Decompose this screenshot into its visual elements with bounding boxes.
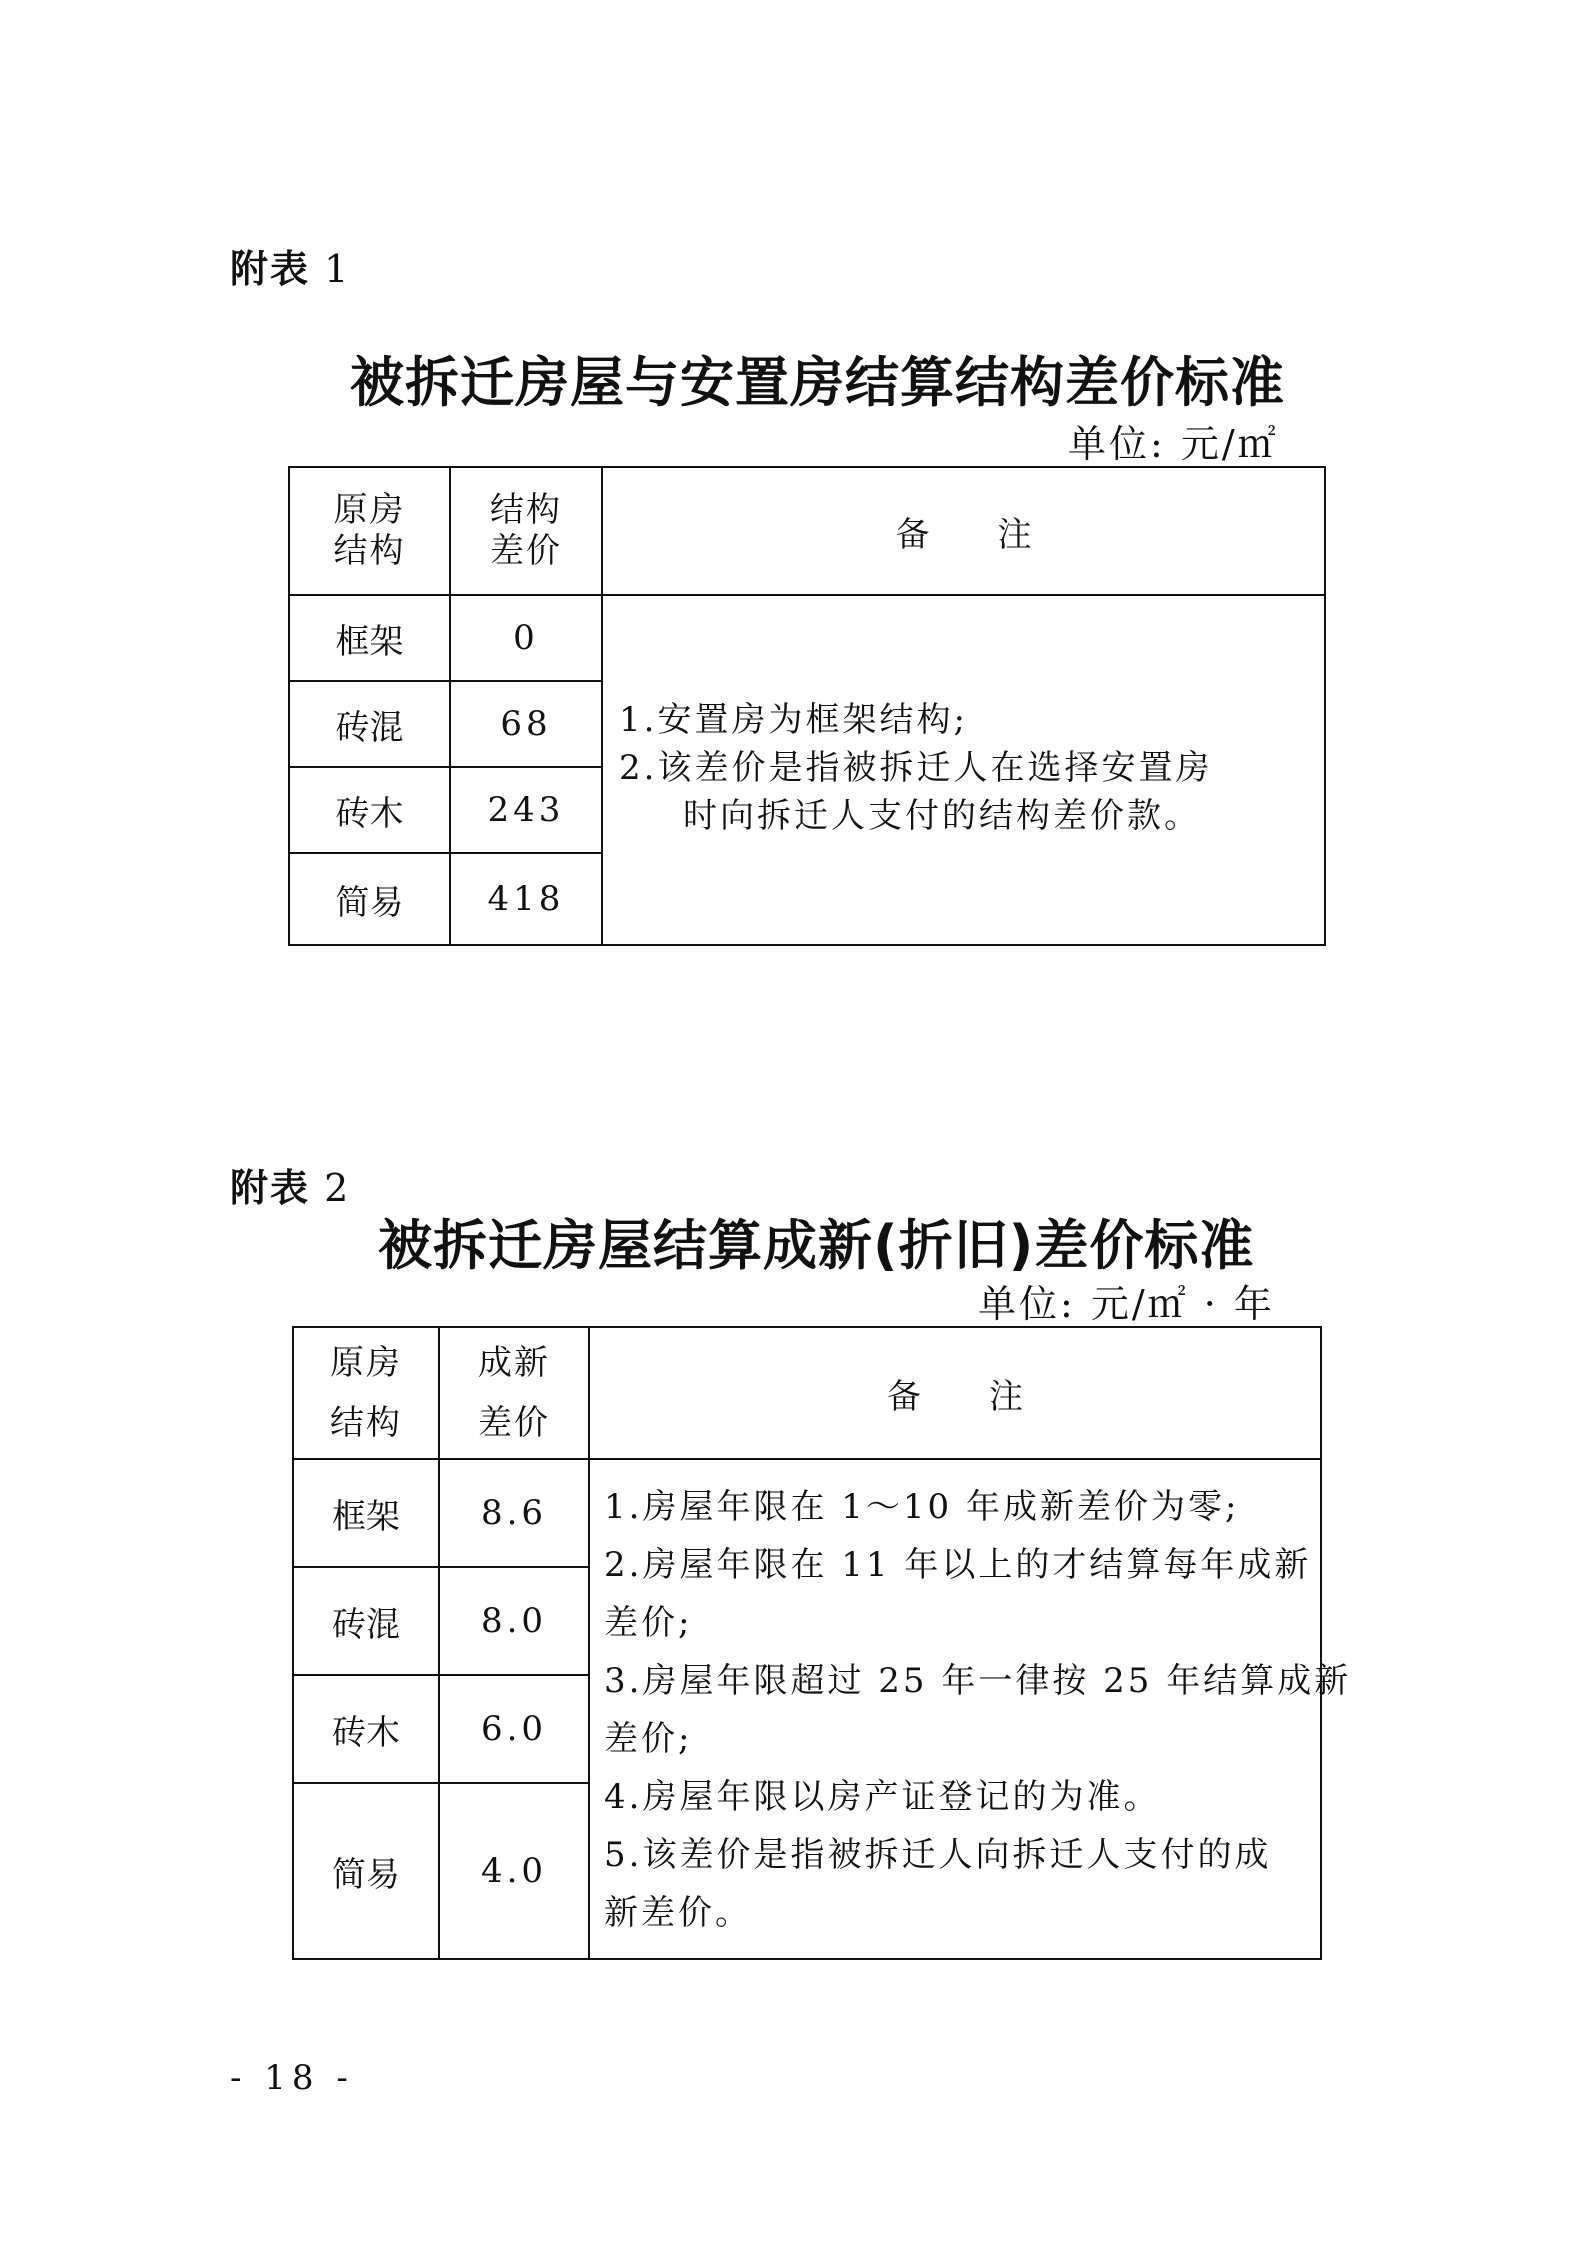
table1 xyxy=(288,466,1326,946)
note-line: 2.房屋年限在 11 年以上的才结算每年成新 xyxy=(604,1545,1312,1585)
table1-header-original-structure xyxy=(289,467,450,595)
table-row xyxy=(293,1459,1321,1567)
header-text: 成新 xyxy=(478,1343,550,1383)
table1-value-cell: 418 xyxy=(450,853,602,945)
table2-label xyxy=(230,1157,350,1212)
table1-header-structure-price xyxy=(450,467,602,595)
table1-header-row xyxy=(289,467,1325,595)
table2-value-cell: 8.0 xyxy=(439,1567,589,1675)
note-line: 3.房屋年限超过 25 年一律按 25 年结算成新 xyxy=(604,1661,1352,1701)
note-line: 5.该差价是指被拆迁人向拆迁人支付的成 xyxy=(604,1835,1272,1875)
header-text: 原房 xyxy=(333,490,406,531)
table1-type-cell: 砖混 xyxy=(289,681,450,767)
table1-remarks-cell xyxy=(602,595,1325,945)
note-line: 2.该差价是指被拆迁人在选择安置房 xyxy=(619,748,1213,788)
page-number: - 18 - xyxy=(230,2058,354,2098)
table2 xyxy=(292,1326,1352,1960)
table1-type-cell: 框架 xyxy=(289,595,450,681)
table2-header-original-structure xyxy=(293,1327,439,1459)
table2-header-depreciation-price xyxy=(439,1327,589,1459)
note-line: 时向拆迁人支付的结构差价款。 xyxy=(683,796,1201,836)
table1-type-cell: 简易 xyxy=(289,853,450,945)
table2-value-cell: 8.6 xyxy=(439,1459,589,1567)
table2-title: 被拆迁房屋结算成新(折旧)差价标准 xyxy=(378,1214,1255,1277)
table1-unit: 单位: 元/㎡ xyxy=(1068,422,1279,466)
table1-label-number: 1 xyxy=(324,247,351,291)
note-line: 1.安置房为框架结构; xyxy=(619,700,968,740)
table2-type-cell: 简易 xyxy=(293,1783,439,1959)
table2-label-prefix: 附表 xyxy=(230,1166,311,1210)
note-line: 新差价。 xyxy=(604,1893,752,1933)
note-line: 1.房屋年限在 1～10 年成新差价为零; xyxy=(604,1487,1240,1527)
table2-type-cell: 框架 xyxy=(293,1459,439,1567)
table1-title: 被拆迁房屋与安置房结算结构差价标准 xyxy=(350,351,1285,414)
header-text: 原房 xyxy=(330,1343,402,1383)
table2-type-cell: 砖木 xyxy=(293,1675,439,1783)
table2-header-remarks: 备 注 xyxy=(589,1327,1321,1459)
header-text: 结构 xyxy=(330,1403,402,1443)
table2-remarks-cell xyxy=(589,1459,1352,1959)
table2-unit: 单位: 元/㎡ · 年 xyxy=(978,1282,1275,1326)
table2-label-number: 2 xyxy=(324,1166,351,1210)
table-row xyxy=(289,595,1325,681)
header-text: 结构 xyxy=(333,531,406,571)
table1-header-remarks: 备 注 xyxy=(602,467,1325,595)
note-line: 差价; xyxy=(604,1603,693,1643)
table1-value-cell: 243 xyxy=(450,767,602,853)
table2-value-cell: 4.0 xyxy=(439,1783,589,1959)
table1-label xyxy=(230,238,350,293)
table1-value-cell: 68 xyxy=(450,681,602,767)
table1-value-cell: 0 xyxy=(450,595,602,681)
table1-type-cell: 砖木 xyxy=(289,767,450,853)
table2-value-cell: 6.0 xyxy=(439,1675,589,1783)
header-text: 差价 xyxy=(478,1403,550,1443)
note-line: 差价; xyxy=(604,1719,693,1759)
header-text: 差价 xyxy=(490,531,562,571)
note-line: 4.房屋年限以房产证登记的为准。 xyxy=(604,1777,1161,1817)
table1-label-prefix: 附表 xyxy=(230,247,311,291)
header-text: 结构 xyxy=(490,490,562,531)
table2-type-cell: 砖混 xyxy=(293,1567,439,1675)
table2-header-row xyxy=(293,1327,1321,1459)
